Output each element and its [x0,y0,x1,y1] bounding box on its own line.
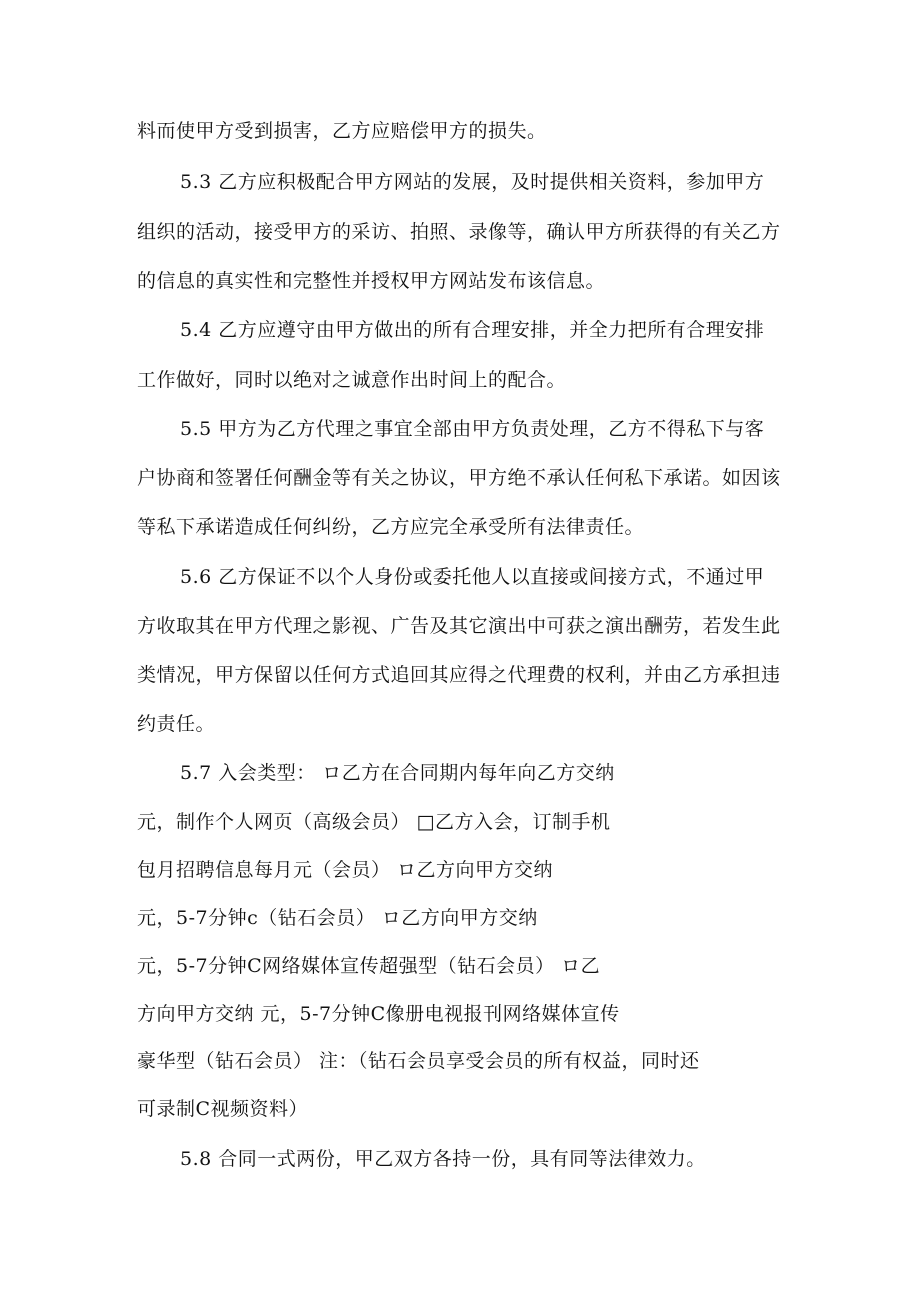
text-line: 可录制C视频资料） [137,1098,309,1120]
text-line: 料而使甲方受到损害，乙方应赔偿甲方的损失。 [137,120,547,142]
clause-5-6: 5.6 乙方保证不以个人身份或委托他人以直接或间接方式，不通过甲 [180,566,765,588]
text-line: 豪华型（钻石会员） 注：（钻石会员享受会员的所有权益，同时还 [137,1050,700,1072]
text-line: 类情况，甲方保留以任何方式追回其应得之代理费的权利，并由乙方承担违 [137,664,781,686]
text-line: 的信息的真实性和完整性并授权甲方网站发布该信息。 [137,270,606,292]
clause-5-5: 5.5 甲方为乙方代理之事宜全部由甲方负责处理，乙方不得私下与客 [180,418,765,440]
clause-5-4: 5.4 乙方应遵守由甲方做出的所有合理安排，并全力把所有合理安排 [180,319,765,341]
text-line: 户协商和签署任何酬金等有关之协议，甲方绝不承认任何私下承诺。如因该 [137,467,781,489]
text-line: 包月招聘信息每月元（会员） ロ乙方向甲方交纳 [137,859,554,881]
text-line: 组织的活动，接受甲方的采访、拍照、录像等，确认甲方所获得的有关乙方 [137,221,781,243]
text-line: 元，5-7分钟c（钻石会员） ロ乙方向甲方交纳 [137,907,538,929]
text-line: 等私下承诺造成任何纠纷，乙方应完全承受所有法律责任。 [137,516,645,538]
text-line: 元，5-7分钟C网络媒体宣传超强型（钻石会员） ロ乙 [137,955,601,977]
clause-5-8: 5.8 合同一式两份，甲乙双方各持一份，具有同等法律效力。 [180,1148,706,1170]
clause-5-3: 5.3 乙方应积极配合甲方网站的发展，及时提供相关资料，参加甲方 [180,171,765,193]
text-line: 约责任。 [137,713,216,735]
text-line: 元，制作个人网页（高级会员） □乙方入会，订制手机 [137,811,611,833]
text-line: 方收取其在甲方代理之影视、广告及其它演出中可获之演出酬劳，若发生此 [137,615,781,637]
text-line: 方向甲方交纳 元，5-7分钟C像册电视报刊网络媒体宣传 [137,1003,620,1025]
clause-5-7: 5.7 入会类型： ロ乙方在合同期内每年向乙方交纳 [180,762,615,784]
text-line: 工作做好，同时以绝对之诚意作出时间上的配合。 [137,369,567,391]
